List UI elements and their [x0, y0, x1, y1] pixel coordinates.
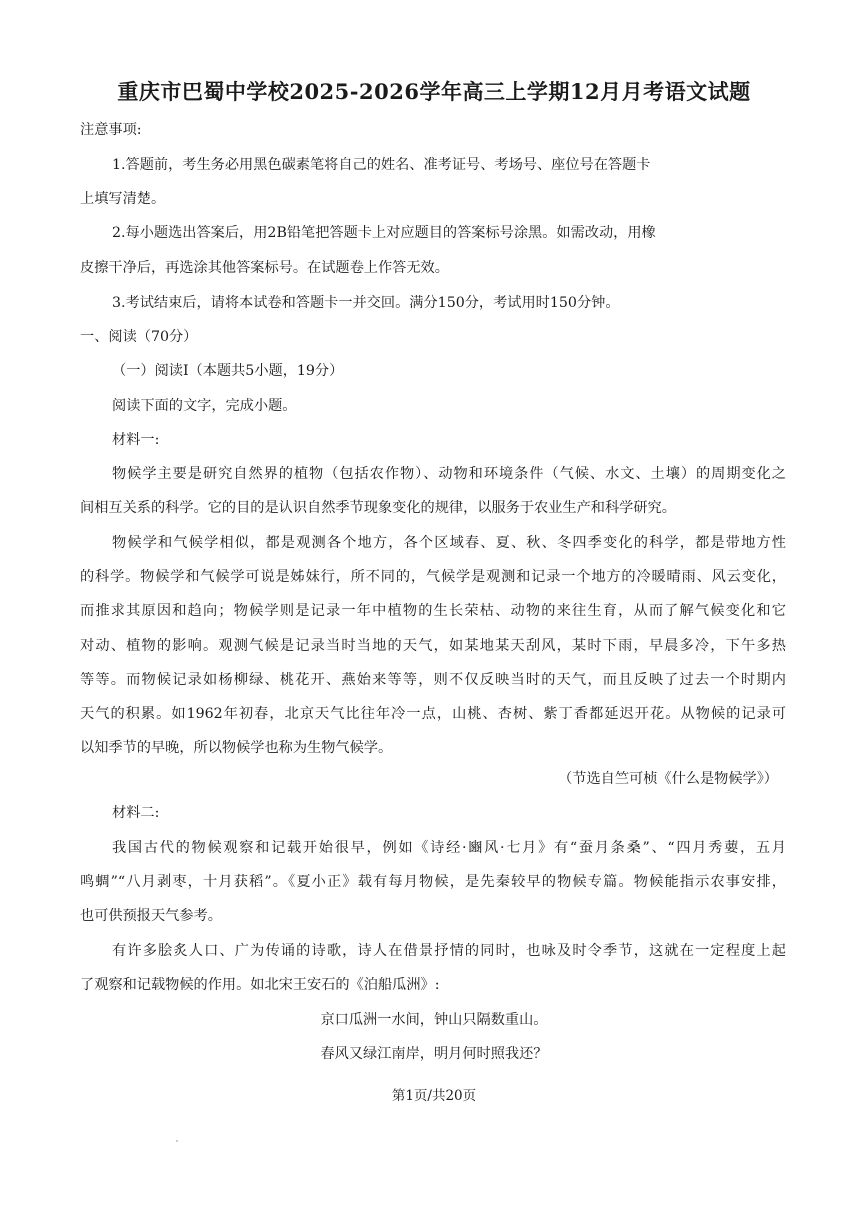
notice-item-1: 1.答题前，考生务必用黑色碳素笔将自己的姓名、准考证号、考场号、座位号在答题卡: [112, 157, 651, 173]
notice-heading: 注意事项:: [80, 122, 142, 138]
material-2-label: 材料二:: [112, 805, 160, 821]
material-2-line: 有许多脍炙人口、广为传诵的诗歌，诗人在借景抒情的同时，也咏及时令季节，这就在一定程度上起: [112, 943, 786, 959]
material-1-line: 物候学主要是研究自然界的植物（包括农作物）、动物和环境条件（气候、水文、土壤）的周期变化之: [112, 466, 786, 482]
notice-item-3: 3.考试结束后，请将本试卷和答题卡一并交回。满分150分，考试用时150分钟。: [112, 295, 620, 311]
section-sub-heading: （一）阅读Ⅰ（本题共5小题，19分）: [112, 363, 344, 379]
material-1-line: 天气的积累。如1962年初春，北京天气比往年冷一点，山桃、杏树、紫丁香都延迟开花。从物候的记录可: [80, 706, 786, 722]
notice-item-1-cont: 上填写清楚。: [80, 191, 166, 207]
reading-instruction: 阅读下面的文字，完成小题。: [112, 398, 297, 414]
section-heading: 一、阅读（70分）: [80, 329, 198, 345]
material-1-line: 对动、植物的影响。观测气候是记录当时当地的天气，如某地某天刮风，某时下雨，早晨多冷，下午多热: [80, 638, 786, 654]
material-1-line: 等等。而物候记录如杨柳绿、桃花开、燕始来等等，则不仅反映当时的天气，而且反映了过去一个时期内: [80, 672, 786, 688]
material-1-line: 物候学和气候学相似，都是观测各个地方，各个区域春、夏、秋、冬四季变化的科学，都是带地方性: [112, 535, 786, 551]
poem-line: 京口瓜洲一水间，钟山只隔数重山。: [320, 1012, 548, 1028]
exam-title: 重庆市巴蜀中学校2025-2026学年高三上学期12月月考语文试题: [117, 79, 751, 104]
material-1-label: 材料一:: [112, 432, 160, 448]
material-2-line: 我国古代的物候观察和记载开始很早，例如《诗经·豳风·七月》有“蚕月条桑”、“四月秀葽，五月: [112, 840, 786, 856]
material-2-line: 也可供预报天气参考。: [80, 908, 222, 924]
material-1-line: 而推求其原因和趋向；物候学则是记录一年中植物的生长荣枯、动物的来往生育，从而了解气候变化和它: [80, 603, 786, 619]
material-1-line: 间相互关系的科学。它的目的是认识自然季节现象变化的规律，以服务于农业生产和科学研究。: [80, 500, 676, 516]
material-2-line: 了观察和记载物候的作用。如北宋王安石的《泊船瓜洲》:: [80, 977, 440, 993]
material-1-source: （节选自竺可桢《什么是物候学》）: [558, 771, 778, 787]
material-1-line: 以知季节的早晚，所以物候学也称为生物气候学。: [80, 740, 393, 756]
material-1-line: 的科学。物候学和气候学可说是姊妹行，所不同的，气候学是观测和记录一个地方的冷暖晴雨、风云变化，: [80, 569, 786, 585]
notice-item-2: 2.每小题选出答案后，用2B铅笔把答题卡上对应题目的答案标号涂黑。如需改动，用橡: [112, 225, 656, 241]
poem-line: 春风又绿江南岸，明月何时照我还？: [320, 1046, 548, 1062]
notice-item-2-cont: 皮擦干净后，再选涂其他答案标号。在试题卷上作答无效。: [80, 260, 449, 276]
scan-speck: [176, 1140, 178, 1142]
page-number: 第1页/共20页: [391, 1088, 477, 1104]
material-2-line: 鸣蜩”“八月剥枣，十月获稻”。《夏小正》载有每月物候，是先秦较早的物候专篇。物候能指示农事安排，: [80, 874, 786, 890]
